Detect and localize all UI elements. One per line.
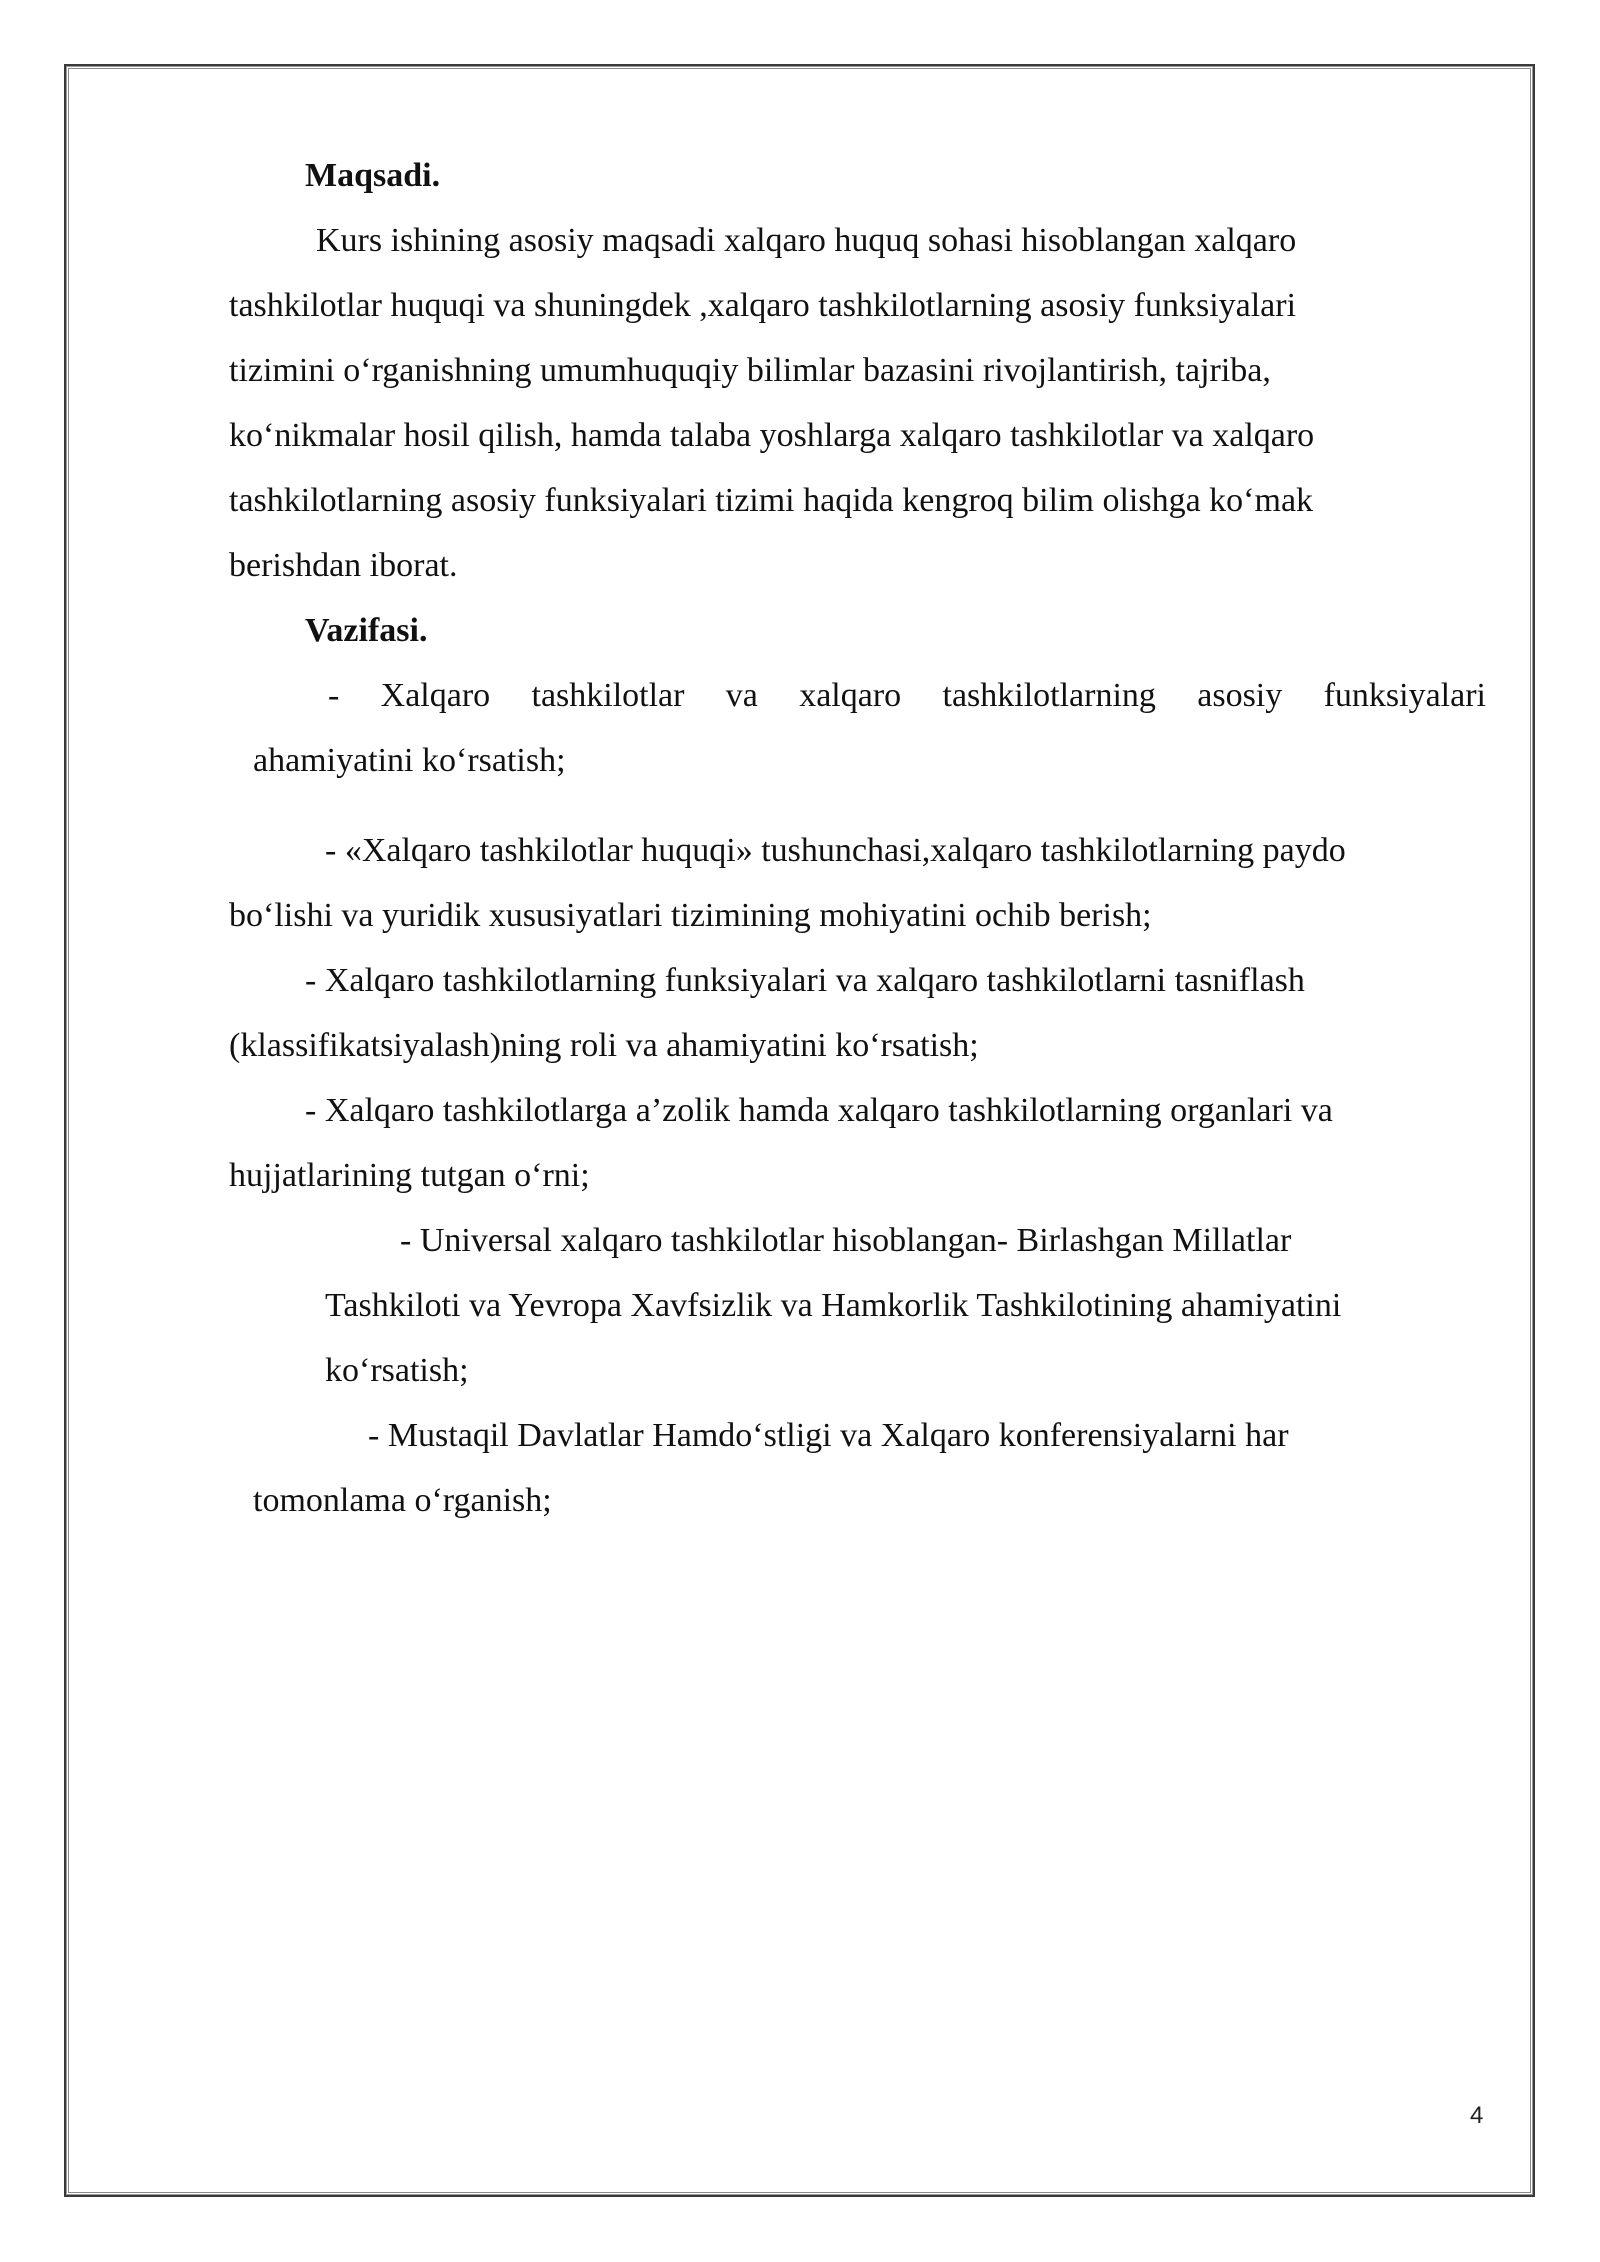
task-item-6-line: - Mustaqil Davlatlar Hamdo‘stligi va Xalqaro konferensiyalarni har [368,1417,1289,1454]
task-item-3-line: - Xalqaro tashkilotlarning funksiyalari va xalqaro tashkilotlarni tasniflash [305,962,1305,999]
goal-paragraph-line: tizimini o‘rganishning umumhuquqiy bilimlar bazasini rivojlantirish, tajriba, [229,352,1271,389]
task-item-5-line: - Universal xalqaro tashkilotlar hisoblangan- Birlashgan Millatlar [400,1222,1292,1259]
task-word: xalqaro [799,677,902,714]
goal-paragraph-line: tashkilotlar huquqi va shuningdek ,xalqaro tashkilotlarning asosiy funksiyalari [229,287,1297,324]
goal-paragraph-line: ko‘nikmalar hosil qilish, hamda talaba yoshlarga xalqaro tashkilotlar va xalqaro [229,417,1315,454]
tasks-heading: Vazifasi. [305,612,428,649]
task-word: - [328,677,340,714]
task-item-1-line [328,663,1486,728]
goal-paragraph-line: tashkilotlarning asosiy funksiyalari tizimi haqida kengroq bilim olishga ko‘mak [229,482,1314,519]
task-word: tashkilotlar [531,677,685,714]
task-item-2-line: - «Xalqaro tashkilotlar huquqi» tushunchasi,xalqaro tashkilotlarning paydo [325,832,1346,869]
task-word: va [725,677,758,714]
page-number: 4 [1470,2102,1484,2129]
task-item-3-line: (klassifikatsiyalash)ning roli va ahamiyatini ko‘rsatish; [229,1027,979,1064]
goal-paragraph-line: Kurs ishining asosiy maqsadi xalqaro huquq sohasi hisoblangan xalqaro [316,222,1297,259]
task-item-2-line: bo‘lishi va yuridik xususiyatlari tizimining mohiyatini ochib berish; [229,897,1152,934]
task-item-1-line: ahamiyatini ko‘rsatish; [253,742,566,779]
task-item-6-line: tomonlama o‘rganish; [253,1482,552,1519]
goal-paragraph-line: berishdan iborat. [229,547,458,584]
task-item-5-line: Tashkiloti va Yevropa Xavfsizlik va Hamkorlik Tashkilotining ahamiyatini [325,1287,1342,1324]
task-word: Xalqaro [380,677,491,714]
task-item-5-line: ko‘rsatish; [325,1352,469,1389]
task-word: funksiyalari [1323,677,1486,714]
task-word: tashkilotlarning [942,677,1156,714]
task-item-4-line: - Xalqaro tashkilotlarga a’zolik hamda xalqaro tashkilotlarning organlari va [305,1092,1333,1129]
goal-heading: Maqsadi. [305,157,441,194]
task-word: asosiy [1197,677,1283,714]
task-item-4-line: hujjatlarining tutgan o‘rni; [229,1157,590,1194]
